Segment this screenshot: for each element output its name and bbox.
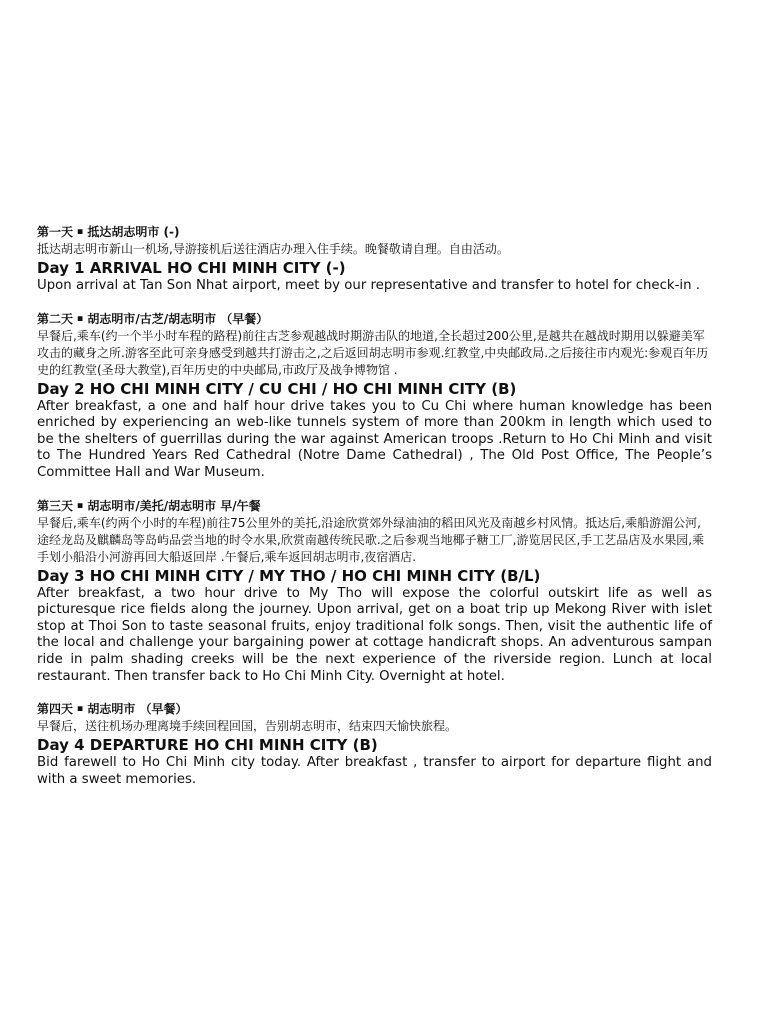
day-3-section (37, 498, 712, 686)
day-4-section (37, 701, 712, 788)
day-4-description: Bid farewell to Ho Chi Minh city today. After breakfast , transfer to airport for departure flight and with a sweet memories. (37, 755, 712, 787)
day-4-title: Day 4 DEPARTURE HO CHI MINH CITY (B) (37, 736, 378, 755)
day-1-chinese-title: 第一天 ￭ 抵达胡志明市 (-) (37, 225, 180, 239)
day-2-chinese-text: 早餐后,乘车(约一个半小时车程的路程)前往古芝参观越战时期游击队的地道,全长超过200公里,是越共在越战时期用以躲避美军攻击的藏身之所.游客至此可亲身感受到越共打游击之,之后返回胡志明市参观.红教堂,中央邮政局.之后接往市内观光:参观百年历史的红教堂(圣母大教堂),百年历史的中央邮局,市政厅及战争博物馆 . (37, 328, 709, 377)
day-1-section (37, 224, 712, 295)
day-4-chinese-title: 第四天 ￭ 胡志明市 （早餐） (37, 702, 188, 717)
day-4-chinese-text: 早餐后，送往机场办理离境手续回程回国，告别胡志明市，结束四天愉快旅程。 (37, 719, 458, 734)
day-2-chinese-title: 第二天 ￭ 胡志明市/古芝/胡志明市 （早餐） (37, 311, 269, 326)
day-3-chinese-text: 早餐后,乘车(约两个小时的车程)前往75公里外的美托,沿途欣赏郊外绿油油的稻田风光及南越乡村风情。抵达后,乘船游湄公河,途经龙岛及麒麟岛等岛屿品尝当地的时令水果,欣赏南越传统民歌.之后参观当地椰子糖工厂,游览居民区,手工艺品店及水果园,乘手划小船沿小河游再回大船返回岸 .午餐后,乘车返回胡志明市,夜宿酒店. (37, 515, 705, 564)
day-1-chinese-text: 抵达胡志明市新山一机场,导游接机后送往酒店办理入住手续。晚餐敬请自理。自由活动。 (37, 242, 509, 256)
day-2-section (37, 311, 712, 482)
day-2-description: After breakfast, a one and half hour drive takes you to Cu Chi where human knowledge has been enriched by experiencing an web-like tunnels system of more than 200km in length which used to be the shelters of guerrillas during the war against American troops .Return to Ho Chi Minh and visit to The Hundred Years Red Cathedral (Notre Dame Cathedral) , The Old Post Office, The People’s Committee Hall and War Museum. (37, 398, 712, 480)
day-3-chinese-title: 第三天 ￭ 胡志明市/美托/胡志明市 早/午餐 (37, 498, 261, 513)
day-3-description: After breakfast, a two hour drive to My Tho will expose the colorful outskirt life as well as picturesque rice fields along the journey. Upon arrival, get on a boat trip up Mekong River with islet stop at Thoi Son to taste seasonal fruits, enjoy traditional folk songs. Then, visit the authentic life of the local and challenge your bargaining power at cottage handicraft shops. An adventurous sampan ride in palm shading creeks will be the next experience of the riverside region. Lunch at local restaurant. Then transfer back to Ho Chi Minh City. Overnight at hotel. (37, 585, 712, 684)
day-1-description: Upon arrival at Tan Son Nhat airport, meet by our representative and transfer to hotel for check-in . (37, 278, 700, 293)
day-1-title: Day 1 ARRIVAL HO CHI MINH CITY (-) (37, 259, 346, 277)
day-3-title: Day 3 HO CHI MINH CITY / MY THO / HO CHI MINH CITY (B/L) (37, 566, 541, 585)
day-2-title: Day 2 HO CHI MINH CITY / CU CHI / HO CHI MINH CITY (B) (37, 379, 517, 398)
itinerary (37, 224, 712, 804)
